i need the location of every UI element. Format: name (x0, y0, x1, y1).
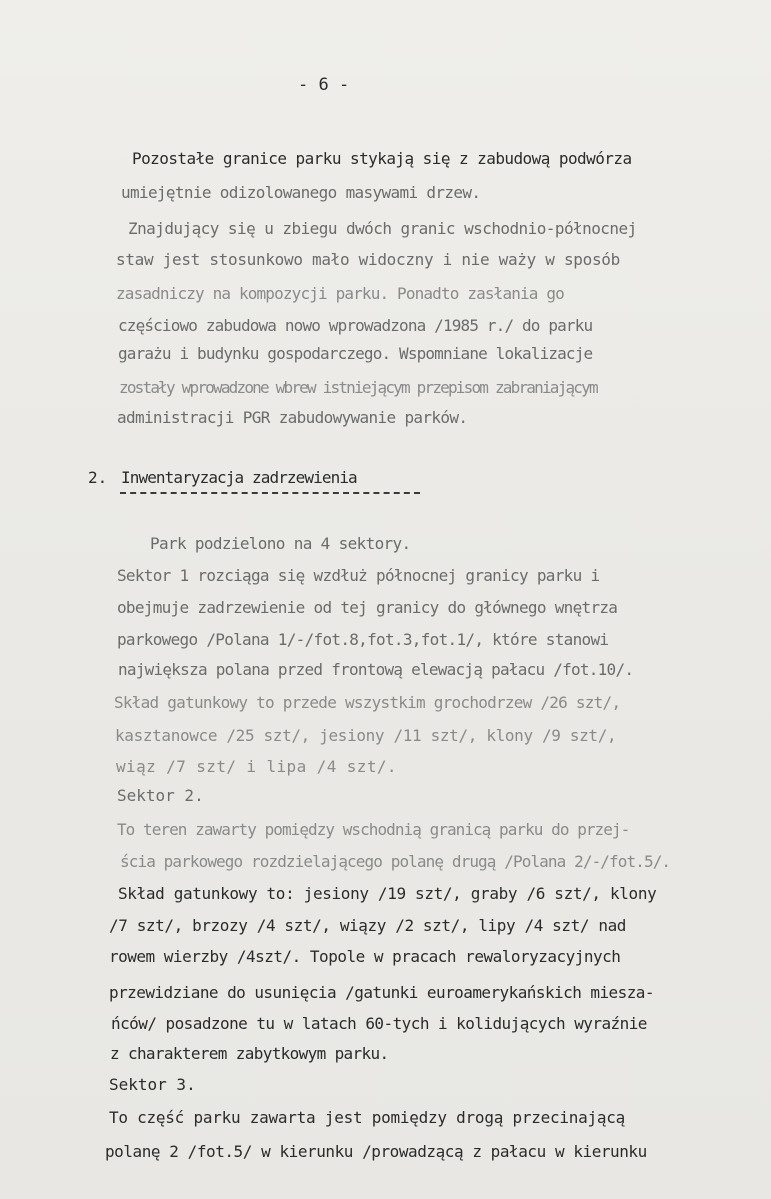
text-line: z charakterem zabytkowym parku. (110, 1044, 389, 1063)
text-line: umiejętnie odizolowanego masywami drzew. (121, 183, 481, 202)
text-line: Skład gatunkowy to przede wszystkim grochodrzew /26 szt/, (114, 693, 621, 712)
text-line: polanę 2 /fot.5/ w kierunku /prowadzącą z pałacu w kierunku (105, 1142, 647, 1161)
text-line: zasadniczy na kompozycji parku. Ponadto zasłania go (116, 284, 564, 303)
text-line: /7 szt/, brzozy /4 szt/, wiązy /2 szt/, lipy /4 szt/ nad (109, 916, 627, 935)
text-line: To część parku zawarta jest pomiędzy drogą przecinającą (109, 1108, 626, 1127)
text-line: Sektor 1 rozciąga się wzdłuż północnej granicy parku i (117, 566, 600, 585)
section-title: Inwentaryzacja zadrzewienia (121, 468, 357, 487)
text-line: Pozostałe granice parku stykają się z zabudową podwórza (132, 149, 632, 168)
text-line: przewidziane do usunięcia /gatunki euroamerykańskich miesza- (109, 983, 654, 1002)
text-line: garażu i budynku gospodarczego. Wspomniane lokalizacje (118, 344, 593, 363)
text-line: Sektor 3. (109, 1075, 196, 1094)
text-line: Sektor 2. (117, 786, 204, 805)
text-line: Park podzielono na 4 sektory. (150, 534, 411, 553)
text-line: obejmuje zadrzewienie od tej granicy do głównego wnętrza (117, 598, 618, 617)
text-line: Skład gatunkowy to: jesiony /19 szt/, graby /6 szt/, klony (118, 884, 657, 903)
text-line: To teren zawarty pomiędzy wschodnią granicą parku do przej- (117, 820, 630, 839)
section-title-underline (120, 492, 420, 494)
text-line: zostały wprowadzone wbrew istniejącym przepisom zabraniającym (119, 378, 597, 397)
text-line: wiąz /7 szt/ i lipa /4 szt/. (116, 757, 397, 776)
text-line: ńców/ posadzone tu w latach 60-tych i kolidujących wyraźnie (111, 1014, 647, 1033)
page-number: - 6 - (298, 75, 350, 95)
text-line: kasztanowce /25 szt/, jesiony /11 szt/, klony /9 szt/, (115, 726, 617, 745)
text-line: ścia parkowego rozdzielającego polanę drugą /Polana 2/-/fot.5/. (120, 852, 671, 871)
text-line: częściowo zabudowa nowo wprowadzona /1985 r./ do parku (118, 316, 593, 335)
text-line: największa polana przed frontową elewacją pałacu /fot.10/. (118, 660, 634, 679)
text-line: staw jest stosunkowo mało widoczny i nie waży w sposób (116, 250, 620, 269)
text-line: parkowego /Polana 1/-/fot.8,fot.3,fot.1/, które stanowi (117, 630, 609, 649)
section-number: 2. (88, 468, 108, 487)
text-line: rowem wierzby /4szt/. Topole w pracach rewaloryzacyjnych (109, 947, 621, 966)
text-line: administracji PGR zabudowywanie parków. (117, 408, 468, 427)
text-line: Znajdujący się u zbiegu dwóch granic wschodnio-północnej (128, 219, 637, 238)
